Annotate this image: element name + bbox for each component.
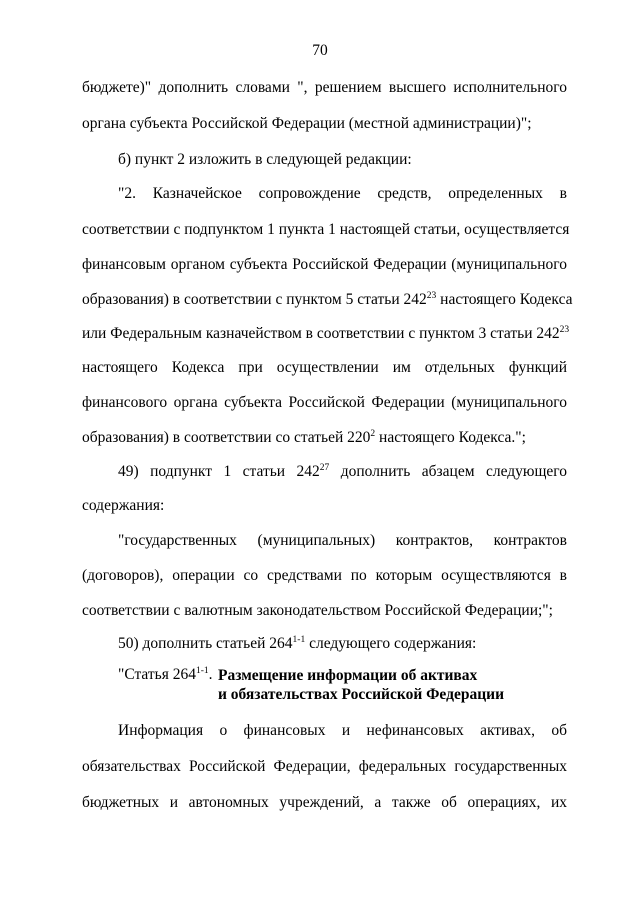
- text-line: финансового органа субъекта Российской Федерации (муниципального: [82, 394, 567, 411]
- text-line: 49) подпункт 1 статьи $242^{27}$ дополнить абзацем следующего: [118, 463, 568, 480]
- text-line: бюджетных и автономных учреждений, а также об операциях, их: [82, 794, 567, 811]
- text-line: "2. Казначейское сопровождение средств, определенных в: [118, 185, 567, 202]
- article-title-line-1: Размещение информации об активах: [218, 667, 478, 684]
- superscript: 2: [370, 429, 376, 439]
- article-label: "Статья 264$^{1-1}$.: [118, 666, 213, 683]
- article-title-line-2: и обязательствах Российской Федерации: [218, 686, 504, 703]
- text-line: настоящего Кодекса при осуществлении им отдельных функций: [82, 359, 567, 376]
- text-line: б) пункт 2 изложить в следующей редакции:: [118, 151, 412, 168]
- superscript: 23: [559, 325, 570, 335]
- text-line: финансовым органом субъекта Российской Федерации (муниципального: [82, 256, 567, 273]
- text-line: образования) в соответствии со статьей $220^2$ настоящего Кодекса.";: [82, 429, 526, 446]
- superscript: 23: [426, 291, 437, 301]
- text-line: органа субъекта Российской Федерации (местной администрации)";: [82, 115, 532, 132]
- text-line: обязательствах Российской Федерации, федеральных государственных: [82, 758, 567, 775]
- text-line: соответствии с подпунктом 1 пункта 1 настоящей статьи, осуществляется: [82, 221, 570, 238]
- superscript: 1-1: [292, 635, 306, 645]
- text-line: соответствии с валютным законодательством Российской Федерации;";: [82, 602, 553, 619]
- text-line: бюджете)" дополнить словами ", решением высшего исполнительного: [82, 79, 567, 96]
- text-line: "государственных (муниципальных) контрактов, контрактов: [118, 532, 567, 549]
- text-line: образования) в соответствии с пунктом 5 статьи $242^{23}$ настоящего Кодекса: [82, 291, 573, 308]
- text-line: содержания:: [82, 497, 165, 514]
- text-line: (договоров), операции со средствами по которым осуществляются в: [82, 567, 567, 584]
- text-line: или Федеральным казначейством в соответствии с пунктом 3 статьи $242^{23}$: [82, 325, 570, 342]
- superscript: 1-1: [196, 666, 209, 676]
- text-line: Информация о финансовых и нефинансовых активах, об: [118, 722, 567, 739]
- superscript: 27: [319, 463, 330, 473]
- text-line: 50) дополнить статьей 264$^{1-1}$ следующего содержания:: [118, 635, 477, 652]
- page-number: 70: [312, 42, 328, 59]
